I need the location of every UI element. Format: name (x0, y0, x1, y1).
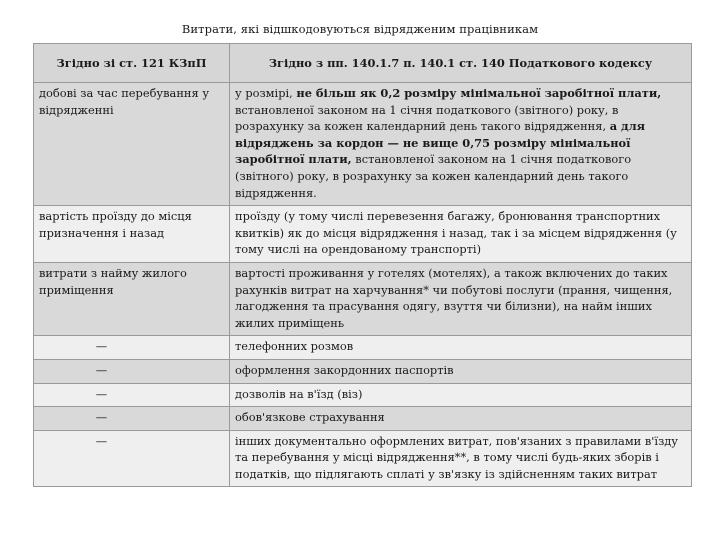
table-row (34, 359, 692, 383)
header-labor-code: Згідно зі ст. 121 КЗпП (34, 44, 230, 83)
row-label-dash: — (34, 407, 230, 431)
document-title: Витрати, які відшкодовуються відрядженим працівникам (181, 22, 539, 36)
row-label-daily-allowance: добові за час перебування у відрядженні (34, 83, 230, 206)
table-row (34, 262, 692, 335)
row-detail-other-expenses: інших документально оформлених витрат, пов'язаних з правилами в'їзду та перебування у місці відрядження**, в тому числі будь-яких зборів і податків, що підлягають сплаті у зв'язку із здійсненням таких витрат (230, 430, 692, 487)
row-label-travel: вартість проїзду до місця призначення і назад (34, 206, 230, 263)
row-detail-travel: проїзду (у тому числі перевезення багажу, бронювання транспортних квитків) як до місця відрядження і назад, так і за місцем відрядження (у тому числі на орендованому транспорті) (230, 206, 692, 263)
row-label-dash: — (34, 430, 230, 487)
row-label-dash: — (34, 383, 230, 407)
table-row (34, 206, 692, 263)
table-row (34, 383, 692, 407)
row-detail-passports: оформлення закордонних паспортів (230, 359, 692, 383)
row-label-lodging: витрати з найму жилого приміщення (34, 262, 230, 335)
row-detail-daily-allowance (230, 83, 692, 206)
row-label-dash: — (34, 336, 230, 360)
header-tax-code: Згідно з пп. 140.1.7 п. 140.1 ст. 140 Податкового кодексу (230, 44, 692, 83)
row-detail-lodging: вартості проживання у готелях (мотелях), а також включених до таких рахунків витрат на харчування* чи побутові послуги (прання, чищення, лагодження та прасування одягу, взуття чи білизни), на найм інших жилих приміщень (230, 262, 692, 335)
text-segment: встановленої законом на 1 січня податкового (звітного) року, в розрахунку за кожен календарний день такого відрядження. (235, 152, 632, 200)
row-detail-insurance: обов'язкове страхування (230, 407, 692, 431)
text-segment: встановленої законом на 1 січня податкового (звітного) року, в розрахунку за кожен календарний день такого відрядження, (235, 102, 619, 134)
expense-comparison-table (33, 43, 692, 487)
row-detail-phone: телефонних розмов (230, 336, 692, 360)
text-segment-bold: не більш як 0,2 розміру мінімальної заробітної плати, (296, 86, 662, 100)
table-row (34, 430, 692, 487)
row-detail-visas: дозволів на в'їзд (віз) (230, 383, 692, 407)
table-row (34, 336, 692, 360)
table-row (34, 83, 692, 206)
text-segment-bold: а для відряджень за кордон — не вище 0,75 розміру мінімальної заробітної плати, (235, 119, 646, 167)
table-header-row (34, 44, 692, 83)
row-label-dash: — (34, 359, 230, 383)
text-segment: у розмірі, (235, 86, 297, 100)
table-row (34, 407, 692, 431)
